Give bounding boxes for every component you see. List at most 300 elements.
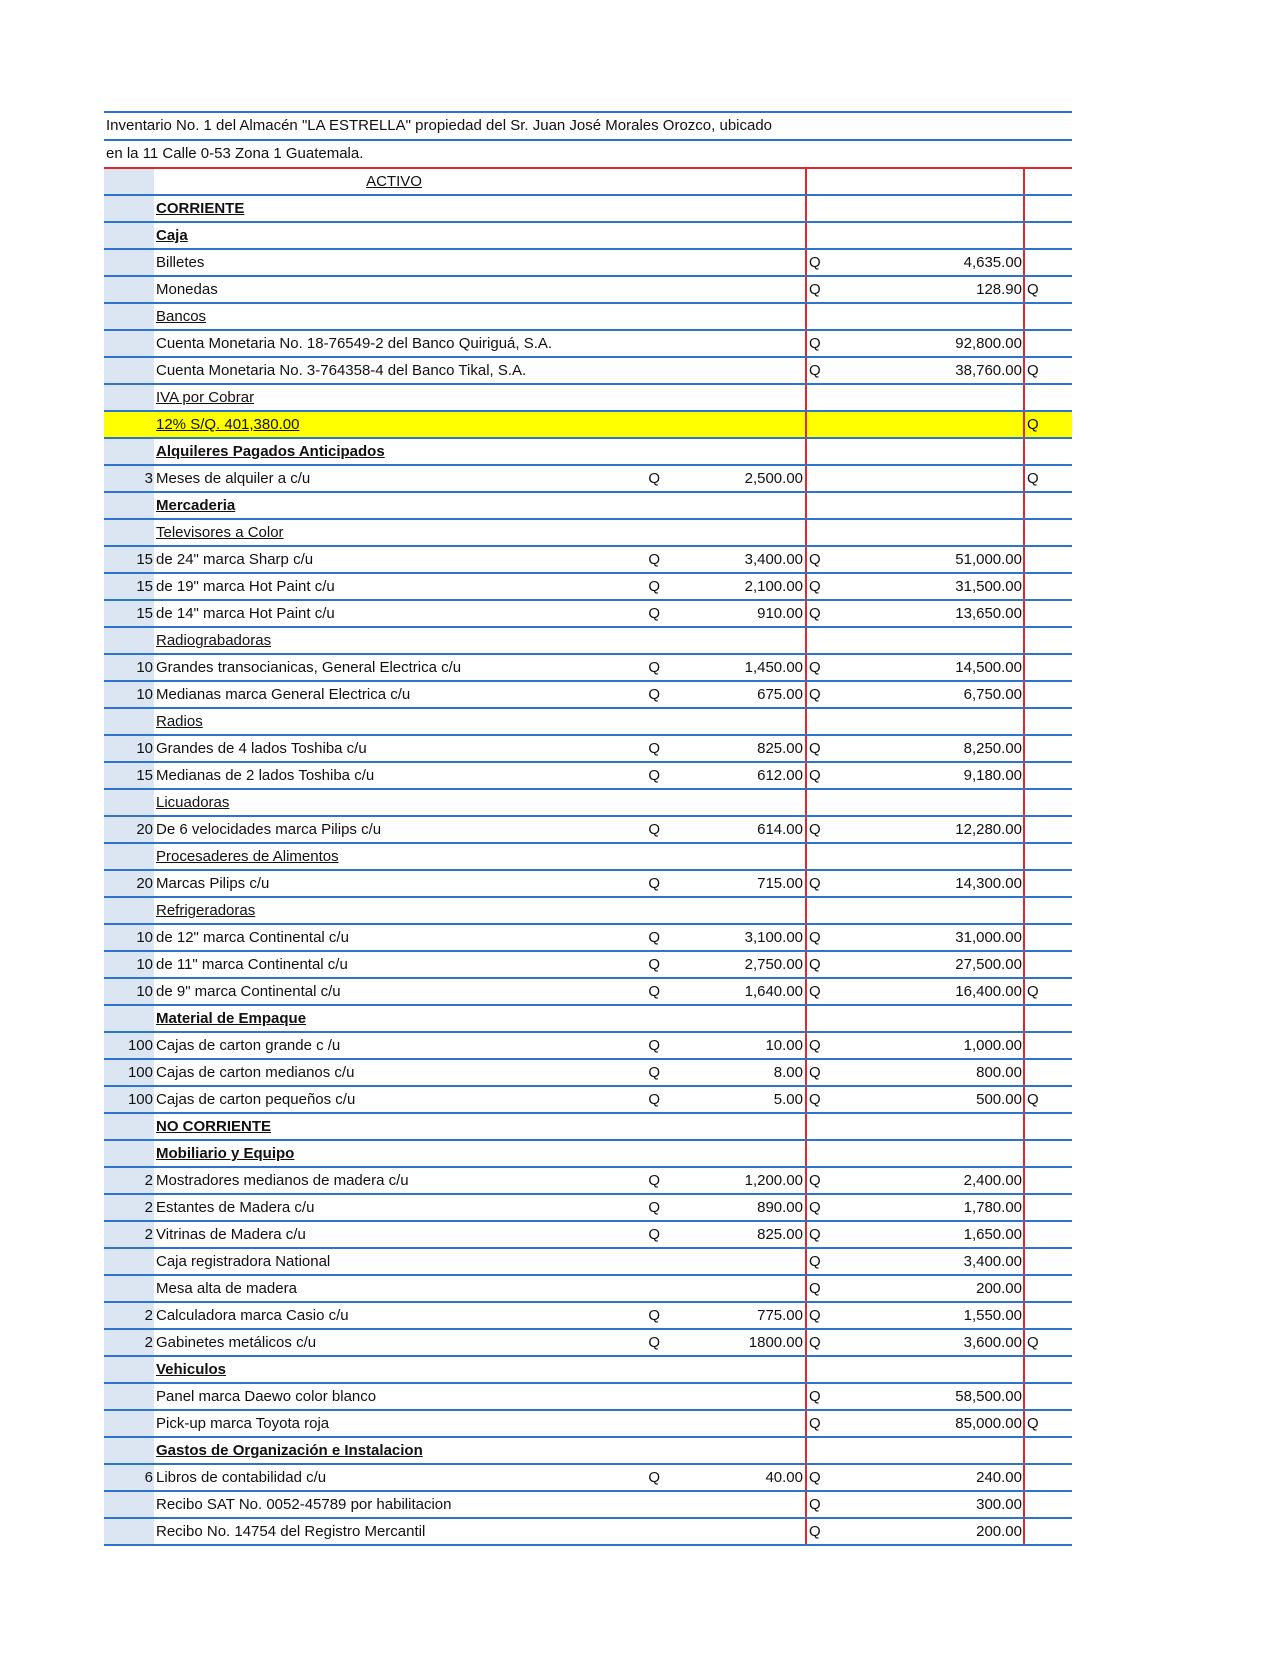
table-row <box>104 465 1072 492</box>
amount-cell: 27,500.00 <box>826 951 1024 978</box>
table-row <box>104 870 1072 897</box>
amount-cell: 200.00 <box>826 1275 1024 1302</box>
unit-price-cell <box>682 303 806 330</box>
quantity-cell <box>104 789 154 816</box>
quantity-cell <box>104 1518 154 1545</box>
quantity-cell: 2 <box>104 1329 154 1356</box>
total-currency-cell <box>1024 519 1072 546</box>
currency-cell: Q <box>806 870 826 897</box>
currency-cell: Q <box>806 249 826 276</box>
table-row <box>104 627 1072 654</box>
amount-cell: 14,300.00 <box>826 870 1024 897</box>
amount-cell: 85,000.00 <box>826 1410 1024 1437</box>
description-cell: Grandes transocianicas, General Electrica c/u <box>154 654 634 681</box>
unit-price-cell: 825.00 <box>682 735 806 762</box>
total-currency-cell <box>1024 843 1072 870</box>
unit-currency-cell: Q <box>634 546 682 573</box>
total-currency-cell <box>1024 735 1072 762</box>
currency-cell: Q <box>806 816 826 843</box>
amount-cell <box>826 222 1024 249</box>
table-row <box>104 1167 1072 1194</box>
quantity-cell: 10 <box>104 681 154 708</box>
description-cell: Radiograbadoras <box>154 627 634 654</box>
table-row <box>104 330 1072 357</box>
amount-cell <box>826 465 1024 492</box>
amount-cell: 31,500.00 <box>826 573 1024 600</box>
unit-currency-cell <box>634 1437 682 1464</box>
amount-cell: 1,000.00 <box>826 1032 1024 1059</box>
table-row <box>104 1032 1072 1059</box>
description-cell: Cajas de carton medianos c/u <box>154 1059 634 1086</box>
unit-currency-cell <box>634 384 682 411</box>
unit-price-cell: 825.00 <box>682 1221 806 1248</box>
unit-currency-cell <box>634 276 682 303</box>
unit-price-cell <box>682 1410 806 1437</box>
currency-cell <box>806 168 826 195</box>
total-currency-cell: Q <box>1024 1329 1072 1356</box>
table-row <box>104 573 1072 600</box>
description-cell: Vehiculos <box>154 1356 634 1383</box>
description-cell: Pick-up marca Toyota roja <box>154 1410 634 1437</box>
amount-cell: 2,400.00 <box>826 1167 1024 1194</box>
unit-price-cell: 8.00 <box>682 1059 806 1086</box>
currency-cell: Q <box>806 546 826 573</box>
amount-cell <box>826 897 1024 924</box>
quantity-cell <box>104 708 154 735</box>
unit-currency-cell <box>634 357 682 384</box>
amount-cell: 800.00 <box>826 1059 1024 1086</box>
quantity-cell: 6 <box>104 1464 154 1491</box>
description-cell: Caja registradora National <box>154 1248 634 1275</box>
unit-price-cell <box>682 357 806 384</box>
description-cell: Mostradores medianos de madera c/u <box>154 1167 634 1194</box>
description-cell: Procesaderes de Alimentos <box>154 843 634 870</box>
total-currency-cell <box>1024 438 1072 465</box>
description-cell: de 11" marca Continental c/u <box>154 951 634 978</box>
unit-price-cell <box>682 843 806 870</box>
unit-currency-cell: Q <box>634 600 682 627</box>
quantity-cell <box>104 1491 154 1518</box>
unit-price-cell: 2,750.00 <box>682 951 806 978</box>
unit-price-cell: 3,400.00 <box>682 546 806 573</box>
table-row <box>104 789 1072 816</box>
total-currency-cell <box>1024 1302 1072 1329</box>
table-row <box>104 843 1072 870</box>
inventory-table <box>104 167 1072 1546</box>
amount-cell <box>826 195 1024 222</box>
currency-cell: Q <box>806 654 826 681</box>
total-currency-cell <box>1024 897 1072 924</box>
table-row <box>104 816 1072 843</box>
amount-cell <box>826 1356 1024 1383</box>
currency-cell <box>806 384 826 411</box>
table-row <box>104 357 1072 384</box>
table-row <box>104 411 1072 438</box>
table-row <box>104 438 1072 465</box>
currency-cell: Q <box>806 1221 826 1248</box>
quantity-cell: 10 <box>104 978 154 1005</box>
total-currency-cell <box>1024 1194 1072 1221</box>
unit-price-cell <box>682 384 806 411</box>
table-row <box>104 654 1072 681</box>
unit-currency-cell <box>634 1275 682 1302</box>
quantity-cell <box>104 1140 154 1167</box>
currency-cell: Q <box>806 978 826 1005</box>
header-line-2: en la 11 Calle 0-53 Zona 1 Guatemala. <box>104 139 1072 167</box>
quantity-cell <box>104 1113 154 1140</box>
total-currency-cell <box>1024 762 1072 789</box>
quantity-cell <box>104 1248 154 1275</box>
unit-currency-cell <box>634 789 682 816</box>
unit-currency-cell <box>634 222 682 249</box>
description-cell: Mercaderia <box>154 492 634 519</box>
unit-currency-cell <box>634 303 682 330</box>
total-currency-cell <box>1024 546 1072 573</box>
unit-price-cell <box>682 1248 806 1275</box>
quantity-cell <box>104 276 154 303</box>
total-currency-cell <box>1024 168 1072 195</box>
unit-price-cell <box>682 627 806 654</box>
amount-cell <box>826 1005 1024 1032</box>
description-cell: ACTIVO <box>154 168 634 195</box>
quantity-cell: 10 <box>104 924 154 951</box>
unit-currency-cell: Q <box>634 762 682 789</box>
table-row <box>104 1437 1072 1464</box>
unit-price-cell: 910.00 <box>682 600 806 627</box>
unit-currency-cell: Q <box>634 978 682 1005</box>
quantity-cell <box>104 438 154 465</box>
description-cell: Gastos de Organización e Instalacion <box>154 1437 634 1464</box>
table-row <box>104 1491 1072 1518</box>
amount-cell <box>826 438 1024 465</box>
unit-currency-cell: Q <box>634 1464 682 1491</box>
total-currency-cell <box>1024 1275 1072 1302</box>
quantity-cell: 2 <box>104 1194 154 1221</box>
description-cell: 12% S/Q. 401,380.00 <box>154 411 634 438</box>
unit-currency-cell <box>634 1140 682 1167</box>
currency-cell: Q <box>806 681 826 708</box>
table-row <box>104 1329 1072 1356</box>
quantity-cell: 20 <box>104 816 154 843</box>
unit-currency-cell: Q <box>634 735 682 762</box>
unit-currency-cell: Q <box>634 924 682 951</box>
unit-price-cell: 1800.00 <box>682 1329 806 1356</box>
amount-cell <box>826 1140 1024 1167</box>
unit-currency-cell <box>634 708 682 735</box>
amount-cell <box>826 411 1024 438</box>
total-currency-cell <box>1024 1437 1072 1464</box>
currency-cell: Q <box>806 1059 826 1086</box>
currency-cell <box>806 1005 826 1032</box>
table-row <box>104 1086 1072 1113</box>
amount-cell: 6,750.00 <box>826 681 1024 708</box>
unit-currency-cell <box>634 1356 682 1383</box>
currency-cell <box>806 465 826 492</box>
quantity-cell: 2 <box>104 1302 154 1329</box>
total-currency-cell <box>1024 600 1072 627</box>
currency-cell: Q <box>806 735 826 762</box>
amount-cell: 9,180.00 <box>826 762 1024 789</box>
table-row <box>104 762 1072 789</box>
amount-cell <box>826 1437 1024 1464</box>
table-row <box>104 1275 1072 1302</box>
currency-cell: Q <box>806 951 826 978</box>
table-row <box>104 1221 1072 1248</box>
amount-cell <box>826 519 1024 546</box>
total-currency-cell <box>1024 1464 1072 1491</box>
amount-cell: 4,635.00 <box>826 249 1024 276</box>
description-cell: de 12" marca Continental c/u <box>154 924 634 951</box>
description-cell: Alquileres Pagados Anticipados <box>154 438 634 465</box>
currency-cell: Q <box>806 1518 826 1545</box>
currency-cell <box>806 708 826 735</box>
currency-cell: Q <box>806 1248 826 1275</box>
table-row <box>104 519 1072 546</box>
total-currency-cell <box>1024 222 1072 249</box>
total-currency-cell: Q <box>1024 276 1072 303</box>
table-row <box>104 384 1072 411</box>
amount-cell: 3,600.00 <box>826 1329 1024 1356</box>
description-cell: Estantes de Madera c/u <box>154 1194 634 1221</box>
unit-price-cell <box>682 1275 806 1302</box>
description-cell: Bancos <box>154 303 634 330</box>
description-cell: Grandes de 4 lados Toshiba c/u <box>154 735 634 762</box>
amount-cell: 240.00 <box>826 1464 1024 1491</box>
currency-cell: Q <box>806 1086 826 1113</box>
quantity-cell <box>104 330 154 357</box>
unit-currency-cell: Q <box>634 1032 682 1059</box>
quantity-cell: 100 <box>104 1086 154 1113</box>
table-row <box>104 924 1072 951</box>
quantity-cell: 15 <box>104 762 154 789</box>
description-cell: Cajas de carton grande c /u <box>154 1032 634 1059</box>
unit-price-cell: 614.00 <box>682 816 806 843</box>
unit-currency-cell <box>634 1005 682 1032</box>
amount-cell <box>826 627 1024 654</box>
unit-price-cell: 5.00 <box>682 1086 806 1113</box>
table-row <box>104 600 1072 627</box>
unit-price-cell <box>682 222 806 249</box>
currency-cell: Q <box>806 924 826 951</box>
description-cell: Cajas de carton pequeños c/u <box>154 1086 634 1113</box>
table-row <box>104 708 1072 735</box>
unit-currency-cell: Q <box>634 1221 682 1248</box>
description-cell: Caja <box>154 222 634 249</box>
unit-currency-cell <box>634 843 682 870</box>
amount-cell: 58,500.00 <box>826 1383 1024 1410</box>
total-currency-cell <box>1024 1005 1072 1032</box>
total-currency-cell <box>1024 789 1072 816</box>
total-currency-cell <box>1024 195 1072 222</box>
description-cell: Mobiliario y Equipo <box>154 1140 634 1167</box>
quantity-cell <box>104 1437 154 1464</box>
unit-price-cell <box>682 519 806 546</box>
description-cell: Recibo No. 14754 del Registro Mercantil <box>154 1518 634 1545</box>
unit-price-cell <box>682 438 806 465</box>
quantity-cell <box>104 357 154 384</box>
total-currency-cell <box>1024 951 1072 978</box>
currency-cell <box>806 492 826 519</box>
table-row <box>104 1140 1072 1167</box>
unit-currency-cell <box>634 1410 682 1437</box>
description-cell: Cuenta Monetaria No. 18-76549-2 del Banco Quiriguá, S.A. <box>154 330 634 357</box>
description-cell: Radios <box>154 708 634 735</box>
table-row <box>104 1518 1072 1545</box>
table-row <box>104 195 1072 222</box>
table-row <box>104 1383 1072 1410</box>
inventory-sheet <box>104 111 1072 1546</box>
description-cell: Medianas de 2 lados Toshiba c/u <box>154 762 634 789</box>
table-row <box>104 1059 1072 1086</box>
table-row <box>104 897 1072 924</box>
amount-cell <box>826 168 1024 195</box>
table-row <box>104 1005 1072 1032</box>
total-currency-cell <box>1024 1032 1072 1059</box>
description-cell: Licuadoras <box>154 789 634 816</box>
currency-cell <box>806 303 826 330</box>
table-row <box>104 1248 1072 1275</box>
quantity-cell <box>104 492 154 519</box>
total-currency-cell <box>1024 1491 1072 1518</box>
total-currency-cell <box>1024 708 1072 735</box>
unit-currency-cell: Q <box>634 816 682 843</box>
unit-price-cell <box>682 1518 806 1545</box>
unit-currency-cell <box>634 168 682 195</box>
description-cell: Recibo SAT No. 0052-45789 por habilitacion <box>154 1491 634 1518</box>
unit-currency-cell <box>634 492 682 519</box>
total-currency-cell <box>1024 924 1072 951</box>
table-row <box>104 735 1072 762</box>
quantity-cell <box>104 1410 154 1437</box>
unit-price-cell <box>682 1005 806 1032</box>
description-cell: NO CORRIENTE <box>154 1113 634 1140</box>
currency-cell: Q <box>806 1032 826 1059</box>
table-row <box>104 222 1072 249</box>
currency-cell <box>806 1356 826 1383</box>
amount-cell: 51,000.00 <box>826 546 1024 573</box>
unit-currency-cell <box>634 1491 682 1518</box>
unit-price-cell <box>682 1437 806 1464</box>
amount-cell <box>826 303 1024 330</box>
description-cell: Refrigeradoras <box>154 897 634 924</box>
unit-price-cell <box>682 1113 806 1140</box>
total-currency-cell <box>1024 1113 1072 1140</box>
total-currency-cell <box>1024 1221 1072 1248</box>
table-row <box>104 978 1072 1005</box>
currency-cell <box>806 1140 826 1167</box>
currency-cell <box>806 519 826 546</box>
table-row <box>104 276 1072 303</box>
unit-price-cell <box>682 1383 806 1410</box>
amount-cell: 1,650.00 <box>826 1221 1024 1248</box>
unit-currency-cell: Q <box>634 870 682 897</box>
unit-currency-cell <box>634 519 682 546</box>
table-row <box>104 1113 1072 1140</box>
table-row <box>104 546 1072 573</box>
amount-cell: 1,780.00 <box>826 1194 1024 1221</box>
amount-cell: 12,280.00 <box>826 816 1024 843</box>
quantity-cell: 15 <box>104 546 154 573</box>
total-currency-cell <box>1024 303 1072 330</box>
unit-price-cell: 1,640.00 <box>682 978 806 1005</box>
description-cell: Vitrinas de Madera c/u <box>154 1221 634 1248</box>
description-cell: de 24" marca Sharp c/u <box>154 546 634 573</box>
total-currency-cell: Q <box>1024 1410 1072 1437</box>
quantity-cell <box>104 411 154 438</box>
unit-currency-cell <box>634 1518 682 1545</box>
unit-currency-cell: Q <box>634 465 682 492</box>
header-line-1: Inventario No. 1 del Almacén "LA ESTRELLA" propiedad del Sr. Juan José Morales Orozco, ubicado <box>104 111 1072 139</box>
unit-currency-cell <box>634 438 682 465</box>
quantity-cell <box>104 168 154 195</box>
quantity-cell: 10 <box>104 654 154 681</box>
total-currency-cell <box>1024 627 1072 654</box>
inventory-rows <box>104 168 1072 1545</box>
quantity-cell: 3 <box>104 465 154 492</box>
currency-cell <box>806 627 826 654</box>
description-cell: Material de Empaque <box>154 1005 634 1032</box>
currency-cell: Q <box>806 600 826 627</box>
total-currency-cell <box>1024 1248 1072 1275</box>
total-currency-cell <box>1024 1518 1072 1545</box>
currency-cell: Q <box>806 1329 826 1356</box>
amount-cell: 500.00 <box>826 1086 1024 1113</box>
total-currency-cell: Q <box>1024 978 1072 1005</box>
table-row <box>104 249 1072 276</box>
currency-cell: Q <box>806 1491 826 1518</box>
amount-cell: 1,550.00 <box>826 1302 1024 1329</box>
unit-price-cell: 1,450.00 <box>682 654 806 681</box>
description-cell: Billetes <box>154 249 634 276</box>
amount-cell: 14,500.00 <box>826 654 1024 681</box>
description-cell: Cuenta Monetaria No. 3-764358-4 del Banco Tikal, S.A. <box>154 357 634 384</box>
unit-currency-cell <box>634 330 682 357</box>
description-cell: Gabinetes metálicos c/u <box>154 1329 634 1356</box>
unit-price-cell <box>682 1140 806 1167</box>
description-cell: Libros de contabilidad c/u <box>154 1464 634 1491</box>
description-cell: Marcas Pilips c/u <box>154 870 634 897</box>
total-currency-cell <box>1024 816 1072 843</box>
amount-cell: 3,400.00 <box>826 1248 1024 1275</box>
currency-cell: Q <box>806 330 826 357</box>
unit-currency-cell: Q <box>634 1086 682 1113</box>
unit-currency-cell: Q <box>634 1059 682 1086</box>
total-currency-cell <box>1024 1140 1072 1167</box>
description-cell: De 6 velocidades marca Pilips c/u <box>154 816 634 843</box>
quantity-cell <box>104 1383 154 1410</box>
total-currency-cell <box>1024 330 1072 357</box>
unit-price-cell: 612.00 <box>682 762 806 789</box>
quantity-cell: 10 <box>104 735 154 762</box>
unit-currency-cell <box>634 1383 682 1410</box>
description-cell: Panel marca Daewo color blanco <box>154 1383 634 1410</box>
quantity-cell: 2 <box>104 1221 154 1248</box>
quantity-cell <box>104 1356 154 1383</box>
quantity-cell <box>104 249 154 276</box>
quantity-cell: 2 <box>104 1167 154 1194</box>
description-cell: de 14" marca Hot Paint c/u <box>154 600 634 627</box>
unit-price-cell: 2,100.00 <box>682 573 806 600</box>
unit-currency-cell <box>634 195 682 222</box>
unit-price-cell <box>682 276 806 303</box>
unit-price-cell: 890.00 <box>682 1194 806 1221</box>
currency-cell <box>806 195 826 222</box>
description-cell: CORRIENTE <box>154 195 634 222</box>
quantity-cell: 10 <box>104 951 154 978</box>
unit-price-cell: 3,100.00 <box>682 924 806 951</box>
unit-price-cell <box>682 897 806 924</box>
currency-cell: Q <box>806 357 826 384</box>
